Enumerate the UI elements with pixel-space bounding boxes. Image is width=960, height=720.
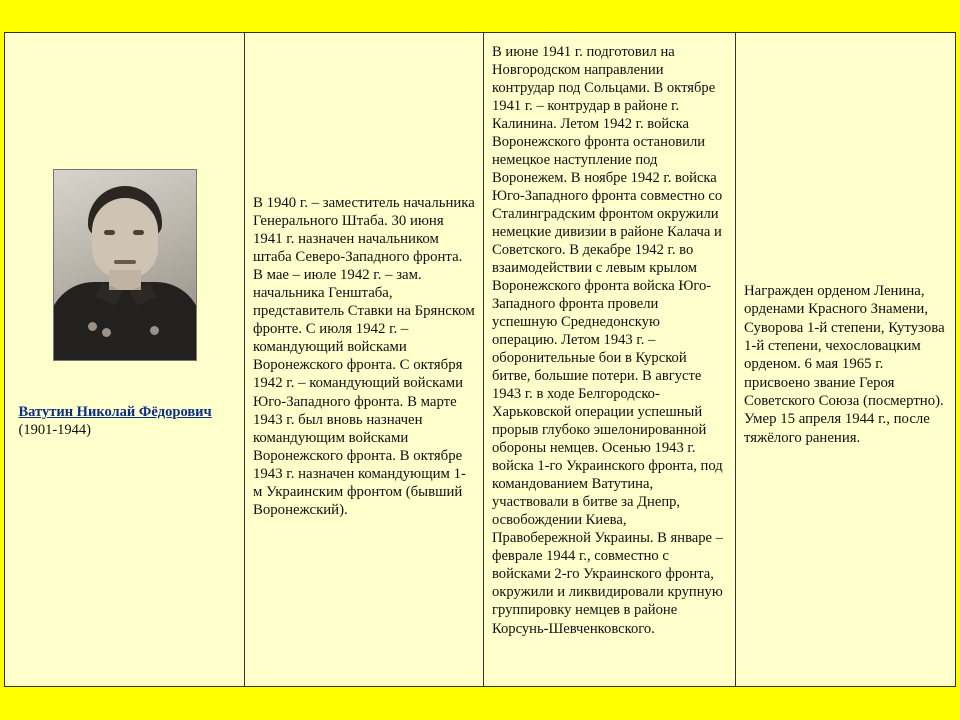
column-portrait xyxy=(5,33,245,686)
person-name-block xyxy=(19,403,231,439)
person-life-years: (1901-1944) xyxy=(18,422,91,439)
column-biography xyxy=(245,33,484,686)
face-shape xyxy=(92,198,158,278)
eye-right-shape xyxy=(133,230,144,235)
medal-icon xyxy=(150,326,159,335)
bottom-yellow-band xyxy=(0,689,960,720)
awards-text: Награжден орденом Ленина, орденами Красного Знамени, Суворова 1-й степени, Кутузова 1-й степени, чехословацким орденом. 6 мая 1965 г. присвоено звание Героя Советского Союза (посмертно). Умер 15 апреля 1944 г., после тяжёлого ранения. xyxy=(744,283,945,446)
eye-left-shape xyxy=(104,230,115,235)
info-table xyxy=(4,32,956,687)
biography-text: В 1940 г. – заместитель начальника Генерального Штаба. 30 июня 1941 г. назначен начальником штаба Северо-Западного фронта. В мае – июле 1942 г. – зам. начальника Генштаба, представитель Ставки на Брянском фронте. С июля 1942 г. – командующий войсками Воронежского фронта. С октября 1942 г. – командующий войсками Юго-Западного фронта. В марте 1943 г. был вновь назначен командующим войсками Воронежского фронта. В октябре 1943 г. назначен командующим 1-м Украинским фронтом (бывший Воронежский). xyxy=(253,195,475,518)
medal-icon xyxy=(102,328,111,337)
top-yellow-band xyxy=(0,0,960,30)
column-awards xyxy=(736,33,955,686)
mouth-shape xyxy=(114,260,136,264)
portrait-photo xyxy=(53,169,197,361)
uniform-shape xyxy=(53,282,197,361)
column-operations xyxy=(484,33,736,686)
person-name-link[interactable]: Ватутин Николай Фёдорович xyxy=(18,404,212,420)
medal-icon xyxy=(88,322,97,331)
operations-text: В июне 1941 г. подготовил на Новгородском направлении контрудар под Сольцами. В октябре 1941 г. – контрудар в районе г. Калинина. Летом 1942 г. войска Воронежского фронта остановили немецкое наступление под Воронежем. В ноябре 1942 г. войска Юго-Западного фронта совместно со Сталинградским фронтом окружили немецкие дивизии в районе Калача и Советского. В декабре 1942 г. во взаимодействии с левым крылом Воронежского фронта войска Юго-Западного фронта провели успешную Среднедонскую операцию. Летом 1943 г. – оборонительные бои в Курской битве, большие потери. В августе 1943 г. в ходе Белгородско-Харьковской операции успешный прорыв глубоко эшелонированной обороны немцев. Осенью 1943 г. войска 1-го Украинского фронта, под командованием Ватутина, участвовали в битве за Днепр, освобождении Киева, Правобережной Украины. В январе – феврале 1944 г., совместно с войсками 2-го Украинского фронта, окружили и ликвидировали крупную группировку немцев в районе Корсунь-Шевченковского. xyxy=(492,44,723,637)
